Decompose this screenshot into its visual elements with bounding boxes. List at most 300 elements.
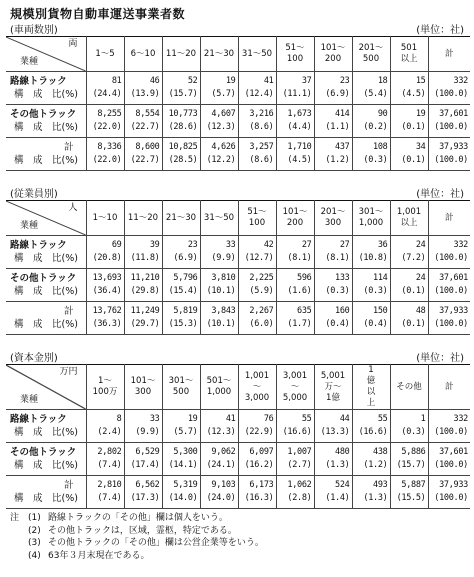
cell-percent: (5.9) — [249, 286, 274, 296]
table-cell — [390, 236, 428, 269]
cell-value: 13,762 — [92, 306, 122, 316]
table-cell — [428, 410, 470, 443]
section-header — [6, 184, 470, 200]
cell-percent: (0.1) — [401, 155, 426, 165]
cell-value: 5,300 — [173, 447, 198, 457]
corner-cell — [6, 201, 86, 236]
column-header: 501～ 1,000 — [200, 365, 238, 410]
row-label — [6, 236, 86, 269]
cell-value: 41 — [263, 76, 274, 86]
cell-percent: (12.7) — [244, 253, 274, 263]
row-label-main: 路線トラック — [10, 76, 67, 87]
cell-value: 414 — [335, 109, 350, 119]
table-cell — [200, 72, 238, 105]
cell-percent: (11.8) — [130, 253, 160, 263]
table-cell — [238, 476, 276, 509]
cell-percent: (0.3) — [363, 155, 388, 165]
cell-value: 8,336 — [97, 142, 122, 152]
table-cell — [200, 410, 238, 443]
cell-value: 332 — [453, 240, 468, 250]
table-cell — [124, 105, 162, 138]
corner-cell — [6, 37, 86, 72]
cell-percent: (1.3) — [363, 493, 388, 503]
table-cell — [314, 443, 352, 476]
cell-percent: (100.0) — [434, 427, 468, 437]
cell-percent: (24.0) — [206, 493, 236, 503]
note-row — [10, 512, 264, 525]
cell-percent: (12.2) — [206, 155, 236, 165]
cell-value: 37,933 — [439, 480, 468, 490]
cell-value: 5,886 — [401, 447, 426, 457]
column-header: 11～20 — [124, 201, 162, 236]
cell-value: 2,802 — [97, 447, 122, 457]
row-label-main: その他トラック — [10, 273, 77, 284]
cell-value: 18 — [377, 76, 388, 86]
cell-percent: (4.5) — [401, 89, 426, 99]
cell-percent: (9.9) — [135, 427, 160, 437]
table-cell — [276, 302, 314, 335]
table-cell — [86, 302, 124, 335]
row-label-ratio: 構 成 比(%) — [14, 89, 78, 100]
note-row — [10, 537, 264, 550]
table-cell — [428, 138, 470, 171]
cell-percent: (15.5) — [396, 493, 426, 503]
cell-value: 39 — [149, 240, 160, 250]
cell-percent: (12.3) — [206, 122, 236, 132]
note-text: その他トラックの「その他」欄は公営企業等をいう。 — [48, 538, 264, 548]
table-cell — [200, 302, 238, 335]
table-cell — [276, 410, 314, 443]
cell-percent: (22.0) — [92, 122, 122, 132]
table-cell — [124, 138, 162, 171]
cell-percent: (9.9) — [211, 253, 236, 263]
table-cell — [162, 269, 200, 302]
table-cell — [314, 302, 352, 335]
table-cell — [352, 410, 390, 443]
cell-percent: (29.7) — [130, 319, 160, 329]
table-cell — [162, 302, 200, 335]
row-label-main: その他トラック — [10, 109, 77, 120]
corner-cell — [6, 365, 86, 410]
table-cell — [124, 72, 162, 105]
cell-value: 6,529 — [135, 447, 160, 457]
cell-value: 37 — [301, 76, 312, 86]
cell-percent: (1.7) — [287, 319, 312, 329]
row-label-main: 路線トラック — [10, 414, 67, 425]
cell-value: 480 — [335, 447, 350, 457]
cell-percent: (29.8) — [130, 286, 160, 296]
cell-percent: (15.7) — [396, 460, 426, 470]
row-label — [6, 443, 86, 476]
table-cell — [276, 476, 314, 509]
table-cell — [200, 236, 238, 269]
table-cell — [162, 105, 200, 138]
cell-value: 1,062 — [287, 480, 312, 490]
cell-value: 24 — [415, 273, 426, 283]
cell-percent: (2.4) — [97, 427, 122, 437]
column-header: 3,001 ～ 5,000 — [276, 365, 314, 410]
table-cell — [238, 236, 276, 269]
table-cell — [276, 138, 314, 171]
cell-value: 332 — [453, 76, 468, 86]
table-cell — [314, 410, 352, 443]
table-cell — [238, 443, 276, 476]
table-cell — [200, 443, 238, 476]
cell-value: 37,933 — [439, 306, 468, 316]
table-cell — [390, 269, 428, 302]
column-header: 計 — [428, 365, 470, 410]
table-cell — [124, 410, 162, 443]
table-cell — [276, 236, 314, 269]
row-label — [6, 302, 86, 335]
cell-percent: (100.0) — [434, 253, 468, 263]
header-row — [6, 201, 470, 236]
cell-percent: (15.4) — [168, 286, 198, 296]
row-label-ratio: 構 成 比(%) — [14, 122, 78, 133]
cell-percent: (14.1) — [168, 460, 198, 470]
cell-percent: (100.0) — [434, 319, 468, 329]
column-header: 301～ 1,000 — [352, 201, 390, 236]
table-row — [6, 72, 470, 105]
table-cell — [390, 410, 428, 443]
table-cell — [124, 476, 162, 509]
cell-percent: (13.3) — [320, 427, 350, 437]
cell-value: 2,810 — [97, 480, 122, 490]
data-table — [6, 200, 470, 335]
table-cell — [352, 105, 390, 138]
cell-percent: (22.7) — [130, 155, 160, 165]
row-label-ratio: 構 成 比(%) — [14, 460, 78, 471]
section-employees — [6, 184, 470, 335]
section-title: (車両数別) — [10, 25, 58, 36]
cell-value: 37,601 — [439, 109, 468, 119]
corner-unit: 両 — [68, 39, 78, 49]
column-header: 31～50 — [238, 37, 276, 72]
cell-percent: (5.4) — [363, 89, 388, 99]
cell-value: 150 — [373, 306, 388, 316]
table-cell — [352, 302, 390, 335]
row-label — [6, 476, 86, 509]
table-cell — [314, 476, 352, 509]
cell-value: 1,673 — [287, 109, 312, 119]
row-label — [6, 269, 86, 302]
cell-value: 524 — [335, 480, 350, 490]
table-cell — [352, 443, 390, 476]
cell-value: 33 — [149, 414, 160, 424]
note-number: (1) — [28, 513, 41, 523]
cell-percent: (8.6) — [249, 122, 274, 132]
cell-value: 8,600 — [135, 142, 160, 152]
table-cell — [86, 105, 124, 138]
column-header: 計 — [428, 201, 470, 236]
column-header: 1～ 100万 — [86, 365, 124, 410]
table-cell — [390, 302, 428, 335]
table-row — [6, 476, 470, 509]
table-cell — [428, 72, 470, 105]
table-cell — [352, 72, 390, 105]
cell-percent: (6.0) — [249, 319, 274, 329]
cell-percent: (14.0) — [168, 493, 198, 503]
cell-percent: (0.3) — [363, 286, 388, 296]
corner-industry: 業種 — [20, 395, 39, 405]
header-row — [6, 365, 470, 410]
cell-percent: (7.4) — [97, 493, 122, 503]
unit-label: (単位：社) — [416, 189, 464, 200]
cell-value: 160 — [335, 306, 350, 316]
table-cell — [314, 72, 352, 105]
row-label-main: その他トラック — [10, 447, 77, 458]
column-header: 101～ 300 — [124, 365, 162, 410]
cell-value: 36 — [377, 240, 388, 250]
data-table — [6, 364, 470, 509]
table-row — [6, 410, 470, 443]
cell-value: 3,810 — [211, 273, 236, 283]
table-cell — [390, 476, 428, 509]
cell-percent: (16.3) — [244, 493, 274, 503]
cell-value: 27 — [339, 240, 350, 250]
column-header: 51～ 100 — [276, 37, 314, 72]
column-header: 1 億 以 上 — [352, 365, 390, 410]
cell-value: 37,601 — [439, 447, 468, 457]
corner-unit: 人 — [68, 203, 78, 213]
cell-percent: (0.3) — [401, 427, 426, 437]
cell-value: 10,773 — [168, 109, 198, 119]
cell-percent: (8.1) — [325, 253, 350, 263]
cell-percent: (20.8) — [92, 253, 122, 263]
row-label-ratio: 構 成 比(%) — [14, 493, 78, 504]
cell-value: 23 — [339, 76, 350, 86]
table-cell — [86, 443, 124, 476]
cell-percent: (15.7) — [168, 89, 198, 99]
cell-percent: (1.4) — [325, 493, 350, 503]
cell-percent: (10.1) — [206, 286, 236, 296]
cell-percent: (22.9) — [244, 427, 274, 437]
column-header: 1～5 — [86, 37, 124, 72]
row-label-main: 路線トラック — [10, 240, 67, 251]
table-cell — [162, 443, 200, 476]
cell-value: 6,173 — [249, 480, 274, 490]
cell-percent: (16.2) — [244, 460, 274, 470]
note-number: (3) — [28, 538, 41, 548]
table-cell — [238, 410, 276, 443]
cell-value: 8,255 — [97, 109, 122, 119]
table-cell — [86, 269, 124, 302]
cell-value: 34 — [415, 142, 426, 152]
note-text: その他トラックは，区域，霊柩，特定である。 — [48, 525, 237, 536]
column-header: 101～ 200 — [314, 37, 352, 72]
table-cell — [276, 269, 314, 302]
table-cell — [162, 476, 200, 509]
column-header: 計 — [428, 37, 470, 72]
column-header: 11～20 — [162, 37, 200, 72]
cell-value: 3,843 — [211, 306, 236, 316]
cell-percent: (0.4) — [363, 319, 388, 329]
table-cell — [86, 72, 124, 105]
table-cell — [352, 138, 390, 171]
table-cell — [352, 476, 390, 509]
table-cell — [200, 476, 238, 509]
row-label — [6, 410, 86, 443]
cell-percent: (17.3) — [130, 493, 160, 503]
cell-value: 42 — [263, 240, 274, 250]
table-cell — [428, 105, 470, 138]
cell-value: 19 — [415, 109, 426, 119]
column-header: 101～ 200 — [276, 201, 314, 236]
header-row — [6, 37, 470, 72]
table-cell — [162, 410, 200, 443]
table-row — [6, 302, 470, 335]
cell-value: 23 — [187, 240, 198, 250]
cell-value: 81 — [111, 76, 122, 86]
table-cell — [428, 302, 470, 335]
cell-percent: (8.6) — [249, 155, 274, 165]
cell-value: 3,257 — [249, 142, 274, 152]
cell-percent: (4.4) — [287, 122, 312, 132]
cell-value: 5,819 — [173, 306, 198, 316]
cell-value: 6,562 — [135, 480, 160, 490]
cell-percent: (8.1) — [287, 253, 312, 263]
cell-percent: (0.2) — [363, 122, 388, 132]
data-table — [6, 36, 470, 171]
cell-value: 37,601 — [439, 273, 468, 283]
cell-value: 2,267 — [249, 306, 274, 316]
cell-percent: (1.1) — [325, 122, 350, 132]
cell-percent: (28.6) — [168, 122, 198, 132]
cell-percent: (100.0) — [434, 460, 468, 470]
unit-label: (単位：社) — [416, 25, 464, 36]
cell-value: 9,062 — [211, 447, 236, 457]
column-header: 21～30 — [162, 201, 200, 236]
table-cell — [124, 302, 162, 335]
table-cell — [124, 443, 162, 476]
page-title: 規模別貨物自動車運送事業者数 — [10, 7, 186, 21]
table-row — [6, 138, 470, 171]
cell-percent: (17.4) — [130, 460, 160, 470]
cell-value: 10,825 — [168, 142, 198, 152]
table-cell — [86, 138, 124, 171]
table-cell — [390, 105, 428, 138]
note-number: (2) — [28, 525, 41, 536]
row-label — [6, 105, 86, 138]
section-title: (資本金別) — [10, 353, 58, 364]
cell-percent: (1.6) — [287, 286, 312, 296]
cell-percent: (24.1) — [206, 460, 236, 470]
table-cell — [428, 443, 470, 476]
column-header: 51～ 100 — [238, 201, 276, 236]
cell-value: 2,225 — [249, 273, 274, 283]
table-cell — [276, 105, 314, 138]
row-label-main: 計 — [63, 142, 74, 153]
section-header — [6, 20, 470, 36]
cell-value: 5,887 — [401, 480, 426, 490]
table-cell — [352, 236, 390, 269]
column-header: 6～10 — [124, 37, 162, 72]
cell-value: 27 — [301, 240, 312, 250]
table-cell — [86, 410, 124, 443]
table-row — [6, 269, 470, 302]
cell-percent: (7.2) — [401, 253, 426, 263]
column-header: 1,001 ～ 3,000 — [238, 365, 276, 410]
row-label-ratio: 構 成 比(%) — [14, 253, 78, 264]
cell-percent: (22.7) — [130, 122, 160, 132]
row-label-main: 計 — [63, 480, 74, 491]
corner-industry: 業種 — [20, 221, 39, 231]
cell-value: 493 — [373, 480, 388, 490]
cell-percent: (100.0) — [434, 122, 468, 132]
cell-value: 11,210 — [130, 273, 160, 283]
cell-percent: (1.3) — [325, 460, 350, 470]
cell-percent: (6.9) — [173, 253, 198, 263]
row-label — [6, 138, 86, 171]
section-vehicles — [6, 20, 470, 171]
cell-value: 3,216 — [249, 109, 274, 119]
cell-value: 437 — [335, 142, 350, 152]
cell-percent: (100.0) — [434, 89, 468, 99]
table-cell — [162, 236, 200, 269]
column-header: 31～50 — [200, 201, 238, 236]
section-capital — [6, 348, 470, 509]
note-text: 路線トラックの「その他」欄は個人をいう。 — [48, 513, 228, 523]
row-label — [6, 72, 86, 105]
cell-percent: (16.6) — [358, 427, 388, 437]
table-cell — [314, 236, 352, 269]
notes — [10, 512, 264, 562]
table-cell — [352, 269, 390, 302]
cell-percent: (0.3) — [325, 286, 350, 296]
cell-percent: (16.6) — [282, 427, 312, 437]
cell-value: 5,796 — [173, 273, 198, 283]
table-cell — [238, 72, 276, 105]
table-cell — [200, 269, 238, 302]
column-header: その他 — [390, 365, 428, 410]
cell-value: 33 — [225, 240, 236, 250]
table-cell — [276, 443, 314, 476]
cell-value: 133 — [335, 273, 350, 283]
cell-percent: (12.4) — [244, 89, 274, 99]
column-header: 1,001 以上 — [390, 201, 428, 236]
cell-percent: (100.0) — [434, 155, 468, 165]
cell-value: 5,319 — [173, 480, 198, 490]
cell-value: 114 — [373, 273, 388, 283]
cell-value: 55 — [301, 414, 312, 424]
cell-percent: (2.7) — [287, 460, 312, 470]
table-cell — [200, 138, 238, 171]
cell-percent: (6.9) — [325, 89, 350, 99]
note-row — [10, 525, 264, 538]
cell-value: 41 — [225, 414, 236, 424]
table-cell — [276, 72, 314, 105]
cell-value: 19 — [225, 76, 236, 86]
cell-percent: (36.3) — [92, 319, 122, 329]
column-header: 1～10 — [86, 201, 124, 236]
cell-value: 1,710 — [287, 142, 312, 152]
table-row — [6, 443, 470, 476]
cell-percent: (100.0) — [434, 286, 468, 296]
table-cell — [428, 236, 470, 269]
table-cell — [314, 105, 352, 138]
table-cell — [200, 105, 238, 138]
table-row — [6, 105, 470, 138]
cell-value: 37,933 — [439, 142, 468, 152]
cell-percent: (0.1) — [401, 286, 426, 296]
cell-value: 69 — [111, 240, 122, 250]
cell-value: 48 — [415, 306, 426, 316]
table-cell — [162, 138, 200, 171]
table-cell — [390, 138, 428, 171]
row-label-main: 計 — [63, 306, 74, 317]
table-cell — [124, 269, 162, 302]
cell-percent: (15.3) — [168, 319, 198, 329]
